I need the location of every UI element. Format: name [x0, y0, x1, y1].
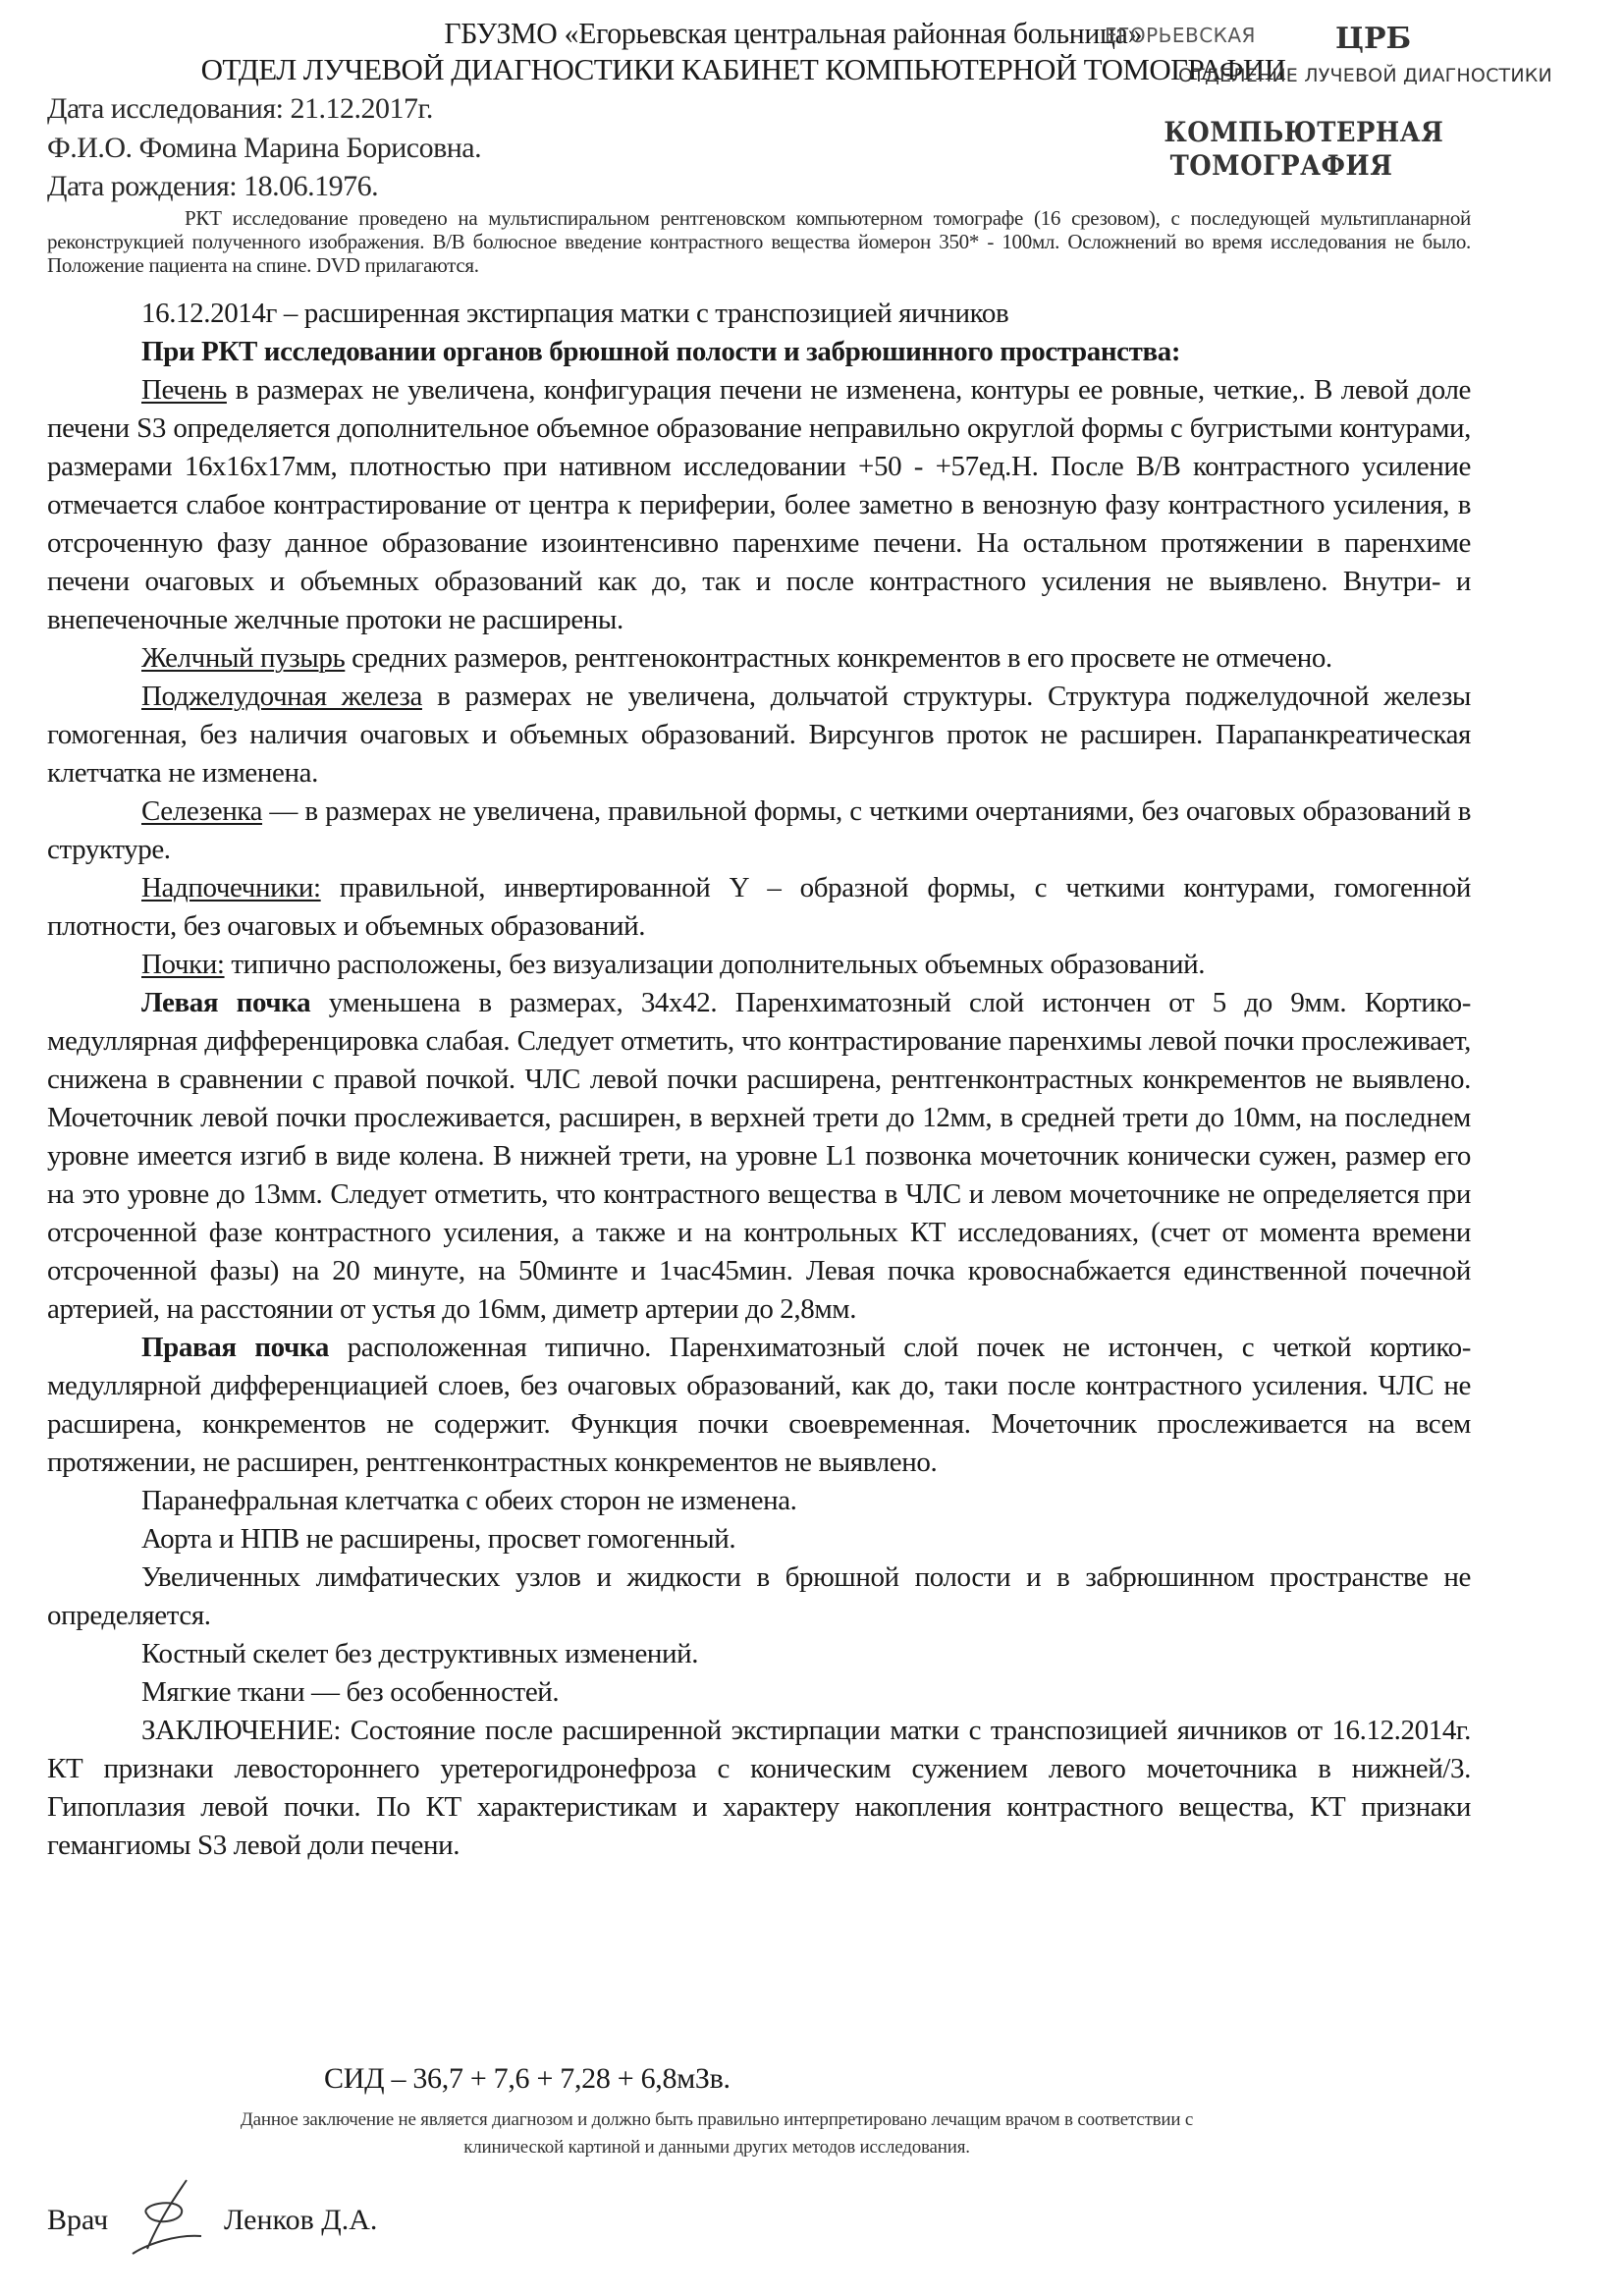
finding-text: правильной, инвертированной Y – образной формы, с четкими контурами, гомогенной плотности, без очаговых и объемных образований. — [47, 872, 1471, 942]
history-line: 16.12.2014г – расширенная экстирпация матки с транспозицией яичников — [141, 298, 1009, 329]
finding-term: Селезенка — [141, 795, 263, 827]
finding-paragraph — [47, 1520, 1471, 1558]
finding-term: Поджелудочная железа — [141, 681, 422, 712]
finding-paragraph — [47, 1329, 1471, 1482]
finding-paragraph — [47, 1673, 1471, 1712]
finding-text: Увеличенных лимфатических узлов и жидкости в брюшной полости и в забрюшинном пространстве не определяется. — [47, 1561, 1471, 1631]
radiation-dose: СИД – 36,7 + 7,6 + 7,28 + 6,8мЗв. — [324, 2062, 731, 2095]
stamp-ct-line1: КОМПЬЮТЕРНАЯ — [1164, 116, 1444, 148]
disclaimer — [98, 2106, 1335, 2161]
finding-paragraph — [47, 678, 1471, 793]
finding-term: Правая почка — [141, 1332, 329, 1363]
disclaimer-line1: Данное заключение не является диагнозом и должно быть правильно интерпретировано лечащим врачом в соответствии с — [240, 2109, 1194, 2130]
finding-text: средних размеров, рентгеноконтрастных конкрементов в его просвете не отмечено. — [345, 642, 1332, 674]
finding-paragraph — [47, 371, 1471, 639]
finding-text: Аорта и НПВ не расширены, просвет гомогенный. — [141, 1523, 736, 1555]
finding-paragraph — [47, 639, 1471, 678]
finding-text: Мягкие ткани — без особенностей. — [141, 1676, 560, 1708]
finding-paragraph — [47, 984, 1471, 1329]
finding-text: ЗАКЛЮЧЕНИЕ: Состояние после расширенной экстирпации матки с транспозицией яичников от 16.12.2014г. КТ признаки левостороннего уретерогидронефроза с коническим сужением левого мочеточника в нижней/3. Гипоплазия левой почки. По КТ характеристикам и характеру накопления контрастного вещества, КТ признаки гемангиомы S3 левой доли печени. — [47, 1715, 1471, 1861]
finding-text: — в размерах не увеличена, правильной формы, с четкими очертаниями, без очаговых образований в структуре. — [47, 795, 1471, 865]
exam-intro: РКТ исследование проведено на мультиспиральном рентгеновском компьютерном томографе (16 срезовом), с последующей мультипланарной реконструкцией полученного изображения. В/В болюсное введение контрастного вещества йомерон 350* - 100мл. Осложнений во время исследования не было. Положение пациента на спине. DVD прилагаются. — [47, 206, 1471, 277]
finding-paragraph — [47, 1712, 1471, 1865]
finding-paragraph — [47, 1558, 1471, 1635]
finding-term: Левая почка — [141, 987, 311, 1018]
finding-text: Костный скелет без деструктивных изменений. — [141, 1638, 699, 1669]
exam-date: Дата исследования: 21.12.2017г. — [47, 92, 433, 125]
doctor-name: Ленков Д.А. — [224, 2204, 378, 2236]
finding-paragraph — [47, 1482, 1471, 1520]
signature-scribble-icon — [118, 2175, 216, 2264]
finding-text: в размерах не увеличена, конфигурация печени не изменена, контуры ее ровные, четкие,. В левой доле печени S3 определяется дополнительное объемное образование неправильно округлой формы с бугристыми контурами, размерами 16х16х17мм, плотностью при нативном исследовании +50 - +57ед.Н. После В/В контрастного усиление отмечается слабое контрастирование от центра к периферии, более заметно в венозную фазу контрастного усиления, в отсроченную фазу данное образование изоинтенсивно паренхиме печени. На остальном протяжении в паренхиме печени очаговых и объемных образований как до, так и после контрастного усиления не выявлено. Внутри- и внепеченочные желчные протоки не расширены. — [47, 374, 1471, 635]
finding-text: типично расположены, без визуализации дополнительных объемных образований. — [224, 949, 1206, 980]
report-body — [47, 295, 1471, 1865]
finding-term: Надпочечники: — [141, 872, 321, 903]
finding-paragraph — [47, 1635, 1471, 1673]
finding-term: Почки: — [141, 949, 225, 980]
signature-role: Врач — [47, 2204, 109, 2236]
finding-term: Желчный пузырь — [141, 642, 346, 674]
department-name: ОТДЕЛ ЛУЧЕВОЙ ДИАГНОСТИКИ КАБИНЕТ КОМПЬЮТЕРНОЙ ТОМОГРАФИИ — [200, 52, 1286, 86]
patient-name: Ф.И.О. Фомина Марина Борисовна. — [47, 132, 482, 164]
disclaimer-line2: клинической картиной и данными других методов исследования. — [463, 2137, 970, 2158]
hospital-name: ГБУЗМО «Егорьевская центральная районная больница» — [444, 16, 1143, 50]
stamp-org: ЕГОРЬЕВСКАЯ — [1105, 24, 1256, 47]
findings-list — [47, 371, 1471, 1865]
finding-paragraph — [47, 946, 1471, 984]
finding-text: в размерах не увеличена, дольчатой структуры. Структура поджелудочной железы гомогенная, без наличия очаговых и объемных образований. Вирсунгов проток не расширен. Парапанкреатическая клетчатка не изменена. — [47, 681, 1471, 789]
finding-paragraph — [47, 869, 1471, 946]
finding-text: Паранефральная клетчатка с обеих сторон не изменена. — [141, 1485, 797, 1516]
finding-text: уменьшена в размерах, 34х42. Паренхиматозный слой истончен от 5 до 9мм. Кортико-медуллярная дифференцировка слабая. Следует отметить, что контрастирование паренхимы левой почки прослеживает, снижена в сравнении с правой почкой. ЧЛС левой почки расширена, рентгенконтрастных конкрементов не выявлено. Мочеточник левой почки прослеживается, расширен, в верхней трети до 12мм, в средней трети до 10мм, на последнем уровне имеется изгиб в виде колена. В нижней трети, на уровне L1 позвонка мочеточник конически сужен, размер его на это уровне до 13мм. Следует отметить, что контрастного вещества в ЧЛС и левом мочеточнике не определяется при отсроченной фазе контрастного усиления, а также и на контрольных КТ исследованиях, (счет от момента времени отсроченной фазы) на 20 минуте, на 50минте и 1час45мин. Левая почка кровоснабжается единственной почечной артерией, на расстоянии от устья до 16мм, диметр артерии до 2,8мм. — [47, 987, 1471, 1325]
stamp-ct-line2: ТОМОГРАФИЯ — [1169, 149, 1393, 182]
finding-text: расположенная типично. Паренхиматозный слой почек не истончен, с четкой кортико-медуллярной дифференциацией слоев, без очаговых образований, как до, таки после контрастного усиления. ЧЛС не расширена, конкрементов не содержит. Функция почки своевременная. Мочеточник прослеживается на всем протяжении, не расширен, рентгенконтрастных конкрементов не выявлено. — [47, 1332, 1472, 1478]
stamp-dept: ОТДЕЛЕНИЕ ЛУЧЕВОЙ ДИАГНОСТИКИ — [1178, 65, 1552, 86]
finding-term: Печень — [141, 374, 227, 406]
stamp-crb: ЦРБ — [1335, 22, 1412, 56]
finding-paragraph — [47, 793, 1471, 869]
birth-date: Дата рождения: 18.06.1976. — [47, 170, 379, 202]
section-title: При РКТ исследовании органов брюшной полости и забрюшинного пространства: — [141, 336, 1181, 367]
